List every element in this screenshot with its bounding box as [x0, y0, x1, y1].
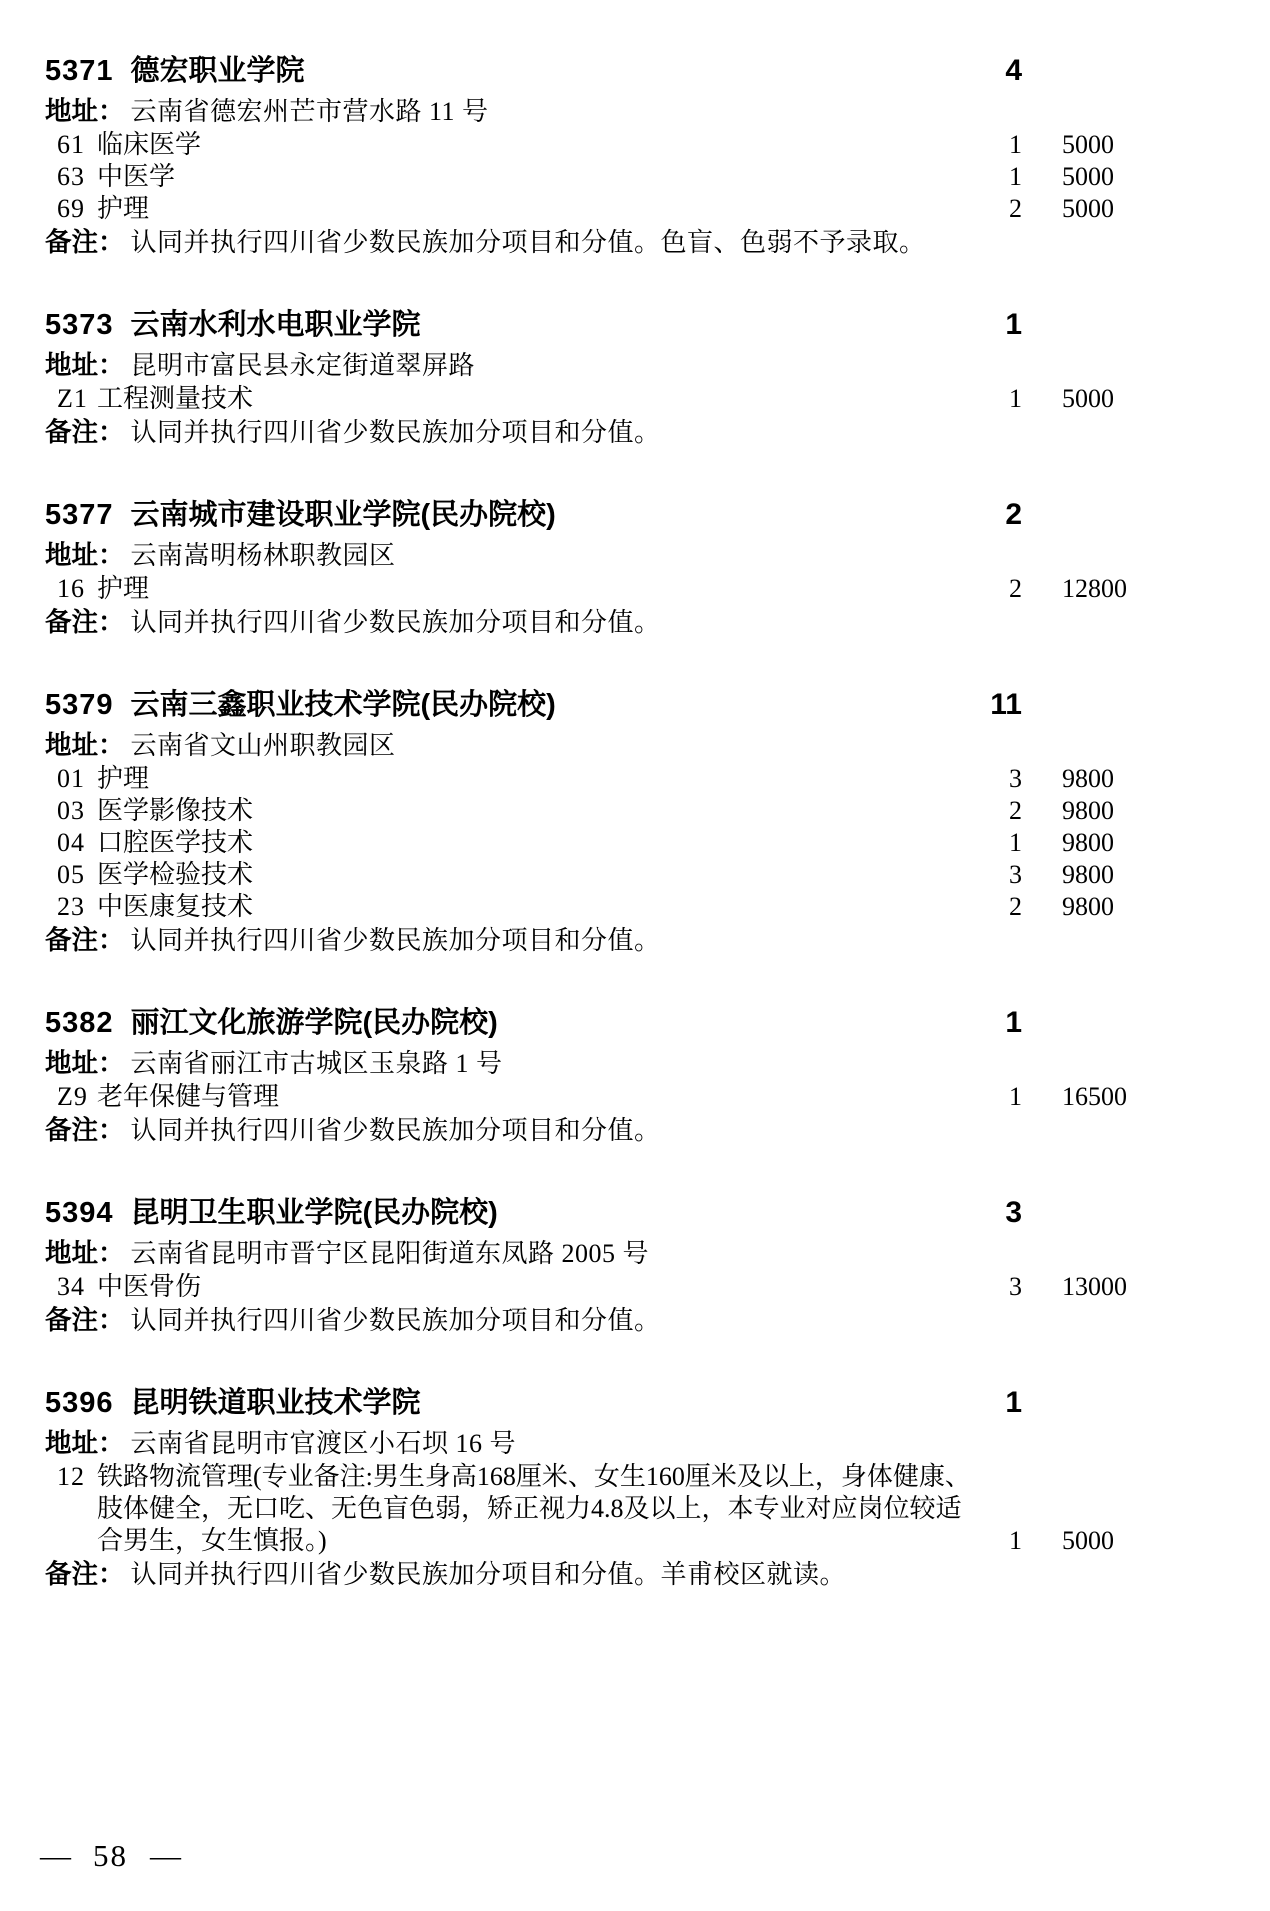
address-text: 云南省丽江市古城区玉泉路 1 号: [130, 1049, 503, 1078]
address-row: [45, 1426, 1130, 1461]
major-code: 12: [57, 1462, 85, 1491]
major-fee: 12800: [1062, 574, 1127, 603]
address-row: [45, 728, 1130, 763]
college-name: 云南水利水电职业学院: [130, 309, 421, 341]
major-fee: 5000: [1062, 194, 1114, 223]
college-title: [45, 53, 977, 90]
college-title: [45, 1195, 977, 1232]
remark-row: [45, 415, 1130, 450]
major-code: 05: [57, 860, 85, 889]
major-count: 1: [1009, 1082, 1022, 1111]
major-code: 03: [57, 796, 85, 825]
remark-text: 认同并执行四川省少数民族加分项目和分值。: [130, 418, 661, 447]
address-text: 云南省文山州职教园区: [130, 731, 396, 760]
college-title: [45, 1385, 977, 1422]
address-row: [45, 1236, 1130, 1271]
college-name: 云南城市建设职业学院(民办院校): [130, 499, 556, 531]
major-fee: 5000: [1062, 162, 1114, 191]
college-total: 2: [1005, 498, 1022, 531]
address-label: 地址：: [45, 1048, 125, 1078]
major-code: 63: [57, 162, 85, 191]
major-count: 1: [1009, 162, 1022, 191]
major-row: [45, 891, 1130, 923]
address-text: 云南省昆明市官渡区小石坝 16 号: [130, 1429, 517, 1458]
major-name: 中医康复技术: [97, 892, 254, 921]
address-text: 昆明市富民县永定街道翠屏路: [130, 351, 476, 380]
college-title: [45, 497, 977, 534]
address-text: 云南嵩明杨林职教园区: [130, 541, 396, 570]
college-block-5379: [45, 686, 1130, 958]
major-row: [45, 795, 1130, 827]
college-header: [45, 52, 1130, 90]
college-title: [45, 1005, 977, 1042]
major-code: 69: [57, 194, 85, 223]
remark-text: 认同并执行四川省少数民族加分项目和分值。色盲、色弱不予录取。: [130, 228, 926, 257]
major-fee: 13000: [1062, 1272, 1127, 1301]
remark-label: 备注：: [45, 1305, 125, 1335]
major-row: [45, 763, 1130, 795]
major-fee: 9800: [1062, 764, 1114, 793]
major-fee: 9800: [1062, 860, 1114, 889]
major-code: Z1: [57, 384, 88, 413]
major-name: 中医骨伤: [97, 1272, 202, 1301]
college-name: 德宏职业学院: [130, 55, 305, 87]
major-row: [45, 1461, 1130, 1557]
college-code: 5394: [45, 1197, 114, 1229]
college-title: [45, 307, 977, 344]
college-header: [45, 1194, 1130, 1232]
address-label: 地址：: [45, 730, 125, 760]
college-code: 5382: [45, 1007, 114, 1039]
address-row: [45, 94, 1130, 129]
major-fee: 5000: [1062, 384, 1114, 413]
address-label: 地址：: [45, 350, 125, 380]
remark-row: [45, 1557, 1130, 1592]
address-label: 地址：: [45, 1238, 125, 1268]
college-code: 5371: [45, 55, 114, 87]
college-header: [45, 1384, 1130, 1422]
major-name: 医学检验技术: [97, 860, 254, 889]
major-fee: 16500: [1062, 1082, 1127, 1111]
major-row: [45, 383, 1130, 415]
major-row: [45, 573, 1130, 605]
college-name: 昆明铁道职业技术学院: [130, 1387, 421, 1419]
college-block-5394: [45, 1194, 1130, 1338]
remark-row: [45, 225, 1130, 260]
footer-dash-right: —: [150, 1838, 181, 1873]
major-fee: 9800: [1062, 892, 1114, 921]
major-count: 1: [1009, 130, 1022, 159]
college-total: 1: [1005, 1006, 1022, 1039]
address-row: [45, 538, 1130, 573]
college-total: 11: [990, 688, 1022, 721]
page-number: 58: [93, 1838, 128, 1873]
major-count: 2: [1009, 194, 1022, 223]
address-row: [45, 1046, 1130, 1081]
remark-label: 备注：: [45, 607, 125, 637]
major-row: [45, 193, 1130, 225]
major-code: 16: [57, 574, 85, 603]
remark-text: 认同并执行四川省少数民族加分项目和分值。羊甫校区就读。: [130, 1560, 847, 1589]
college-block-5377: [45, 496, 1130, 640]
remark-text: 认同并执行四川省少数民族加分项目和分值。: [130, 926, 661, 955]
college-total: 4: [1005, 54, 1022, 87]
college-name: 云南三鑫职业技术学院(民办院校): [130, 689, 556, 721]
college-title: [45, 687, 977, 724]
college-header: [45, 1004, 1130, 1042]
footer-dash-left: —: [40, 1838, 71, 1873]
major-name: 医学影像技术: [97, 796, 254, 825]
major-count: 2: [1009, 574, 1022, 603]
major-name: 铁路物流管理(专业备注:男生身高168厘米、女生160厘米及以上，身体健康、肢体健全，无口吃、无色盲色弱，矫正视力4.8及以上，本专业对应岗位较适合男生，女生慎报。): [97, 1462, 971, 1555]
college-block-5373: [45, 306, 1130, 450]
remark-text: 认同并执行四川省少数民族加分项目和分值。: [130, 1306, 661, 1335]
major-name: 护理: [97, 574, 150, 603]
major-row: [45, 827, 1130, 859]
page-footer: [40, 1838, 181, 1874]
major-code: 34: [57, 1272, 85, 1301]
major-count: 3: [1009, 860, 1022, 889]
major-fee: 9800: [1062, 828, 1114, 857]
major-code: 04: [57, 828, 85, 857]
address-text: 云南省昆明市晋宁区昆阳街道东凤路 2005 号: [130, 1239, 650, 1268]
college-code: 5396: [45, 1387, 114, 1419]
address-label: 地址：: [45, 1428, 125, 1458]
major-code: 23: [57, 892, 85, 921]
major-fee: 9800: [1062, 796, 1114, 825]
major-code: 01: [57, 764, 85, 793]
address-label: 地址：: [45, 96, 125, 126]
remark-label: 备注：: [45, 417, 125, 447]
remark-label: 备注：: [45, 1115, 125, 1145]
major-count: 1: [1009, 384, 1022, 413]
college-code: 5373: [45, 309, 114, 341]
college-total: 3: [1005, 1196, 1022, 1229]
remark-row: [45, 1303, 1130, 1338]
college-code: 5377: [45, 499, 114, 531]
remark-label: 备注：: [45, 1559, 125, 1589]
college-header: [45, 306, 1130, 344]
major-name: 护理: [97, 764, 150, 793]
college-name: 昆明卫生职业学院(民办院校): [130, 1197, 498, 1229]
college-total: 1: [1005, 308, 1022, 341]
major-row: [45, 1271, 1130, 1303]
college-code: 5379: [45, 689, 114, 721]
major-row: [45, 129, 1130, 161]
major-name: 老年保健与管理: [97, 1082, 280, 1111]
remark-text: 认同并执行四川省少数民族加分项目和分值。: [130, 1116, 661, 1145]
college-header: [45, 496, 1130, 534]
address-row: [45, 348, 1130, 383]
address-text: 云南省德宏州芒市营水路 11 号: [130, 97, 489, 126]
major-count: 1: [1009, 828, 1022, 857]
college-block-5382: [45, 1004, 1130, 1148]
college-header: [45, 686, 1130, 724]
college-total: 1: [1005, 1386, 1022, 1419]
major-name: 中医学: [97, 162, 176, 191]
major-count: 1: [1009, 1526, 1022, 1555]
address-label: 地址：: [45, 540, 125, 570]
major-code: Z9: [57, 1082, 88, 1111]
major-name: 工程测量技术: [97, 384, 254, 413]
major-code: 61: [57, 130, 85, 159]
college-name: 丽江文化旅游学院(民办院校): [130, 1007, 498, 1039]
college-block-5396: [45, 1384, 1130, 1592]
major-fee: 5000: [1062, 130, 1114, 159]
remark-text: 认同并执行四川省少数民族加分项目和分值。: [130, 608, 661, 637]
major-row: [45, 161, 1130, 193]
major-name: 临床医学: [97, 130, 202, 159]
major-name: 口腔医学技术: [97, 828, 254, 857]
major-count: 3: [1009, 1272, 1022, 1301]
remark-label: 备注：: [45, 925, 125, 955]
college-block-5371: [45, 52, 1130, 260]
major-count: 2: [1009, 796, 1022, 825]
remark-row: [45, 1113, 1130, 1148]
major-row: [45, 1081, 1130, 1113]
major-count: 2: [1009, 892, 1022, 921]
remark-row: [45, 923, 1130, 958]
major-row: [45, 859, 1130, 891]
major-fee: 5000: [1062, 1526, 1114, 1555]
major-name: 护理: [97, 194, 150, 223]
remark-label: 备注：: [45, 227, 125, 257]
remark-row: [45, 605, 1130, 640]
major-count: 3: [1009, 764, 1022, 793]
